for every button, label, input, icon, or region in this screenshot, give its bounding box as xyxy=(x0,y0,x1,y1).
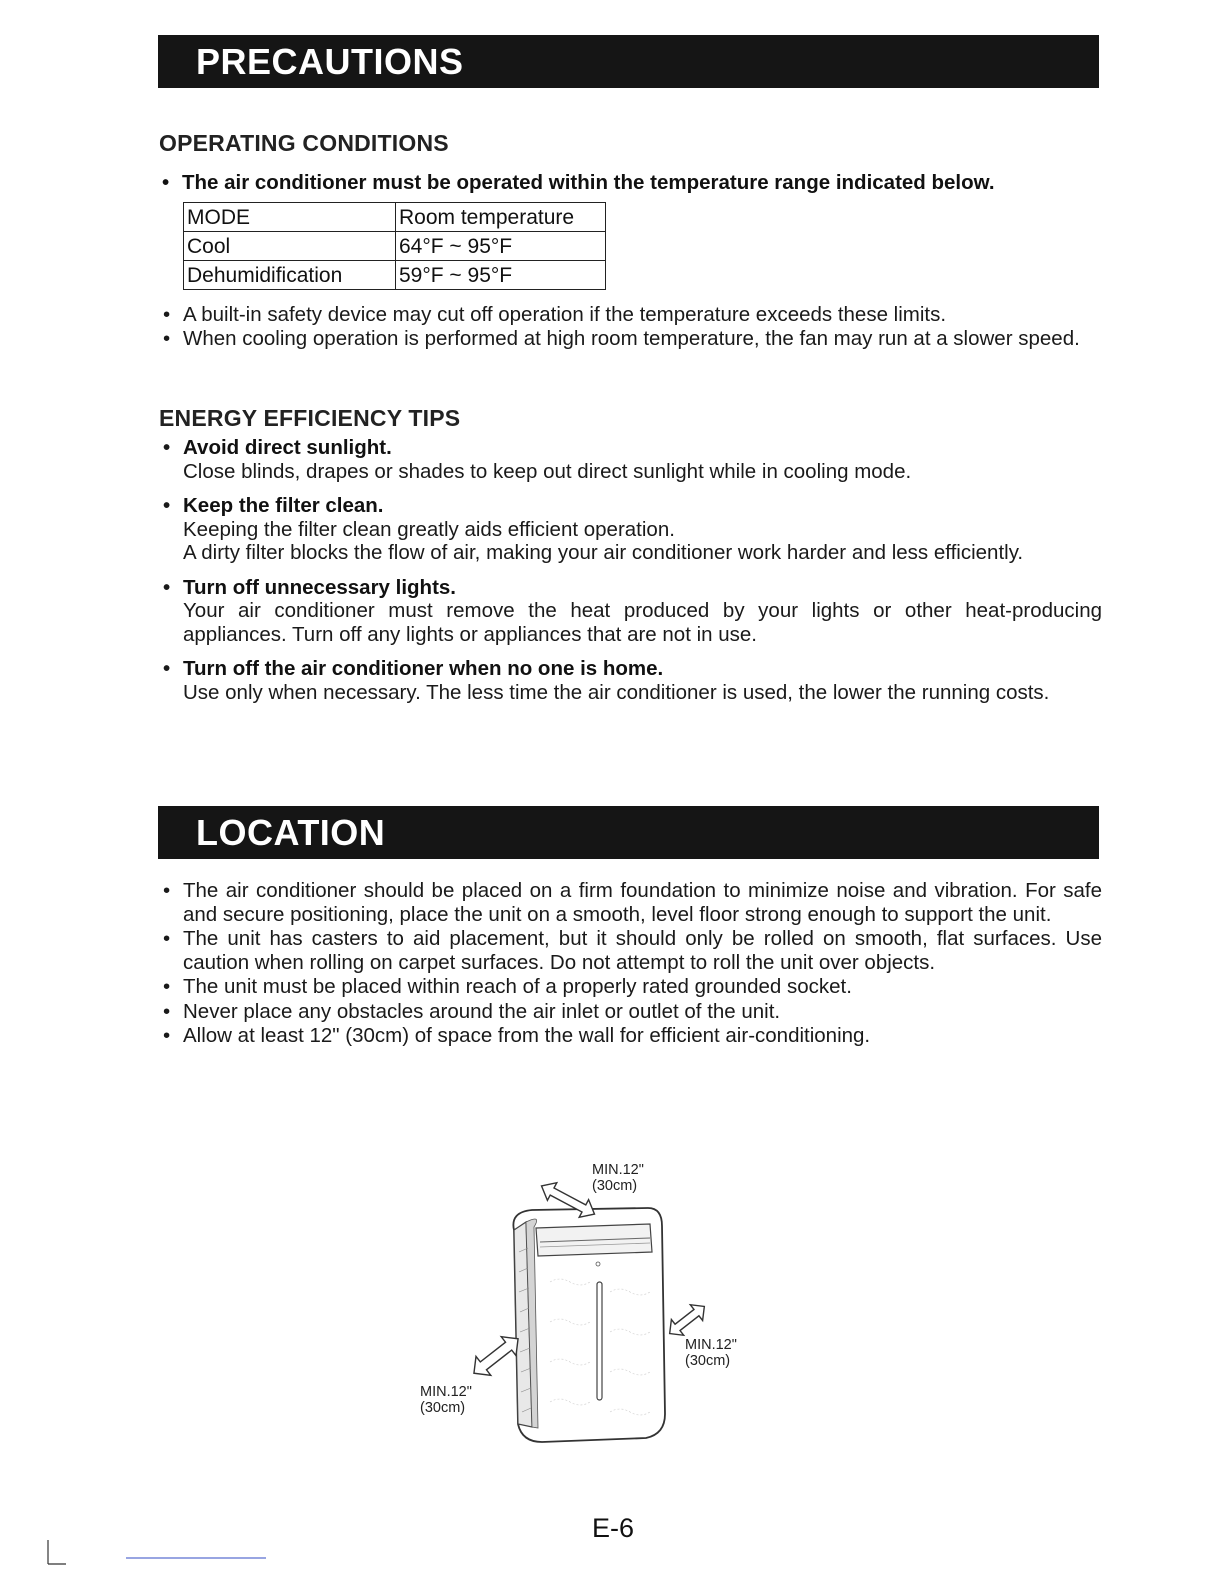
label-line: (30cm) xyxy=(420,1400,466,1416)
note-text: The unit must be placed within reach of a properly rated grounded socket. xyxy=(183,975,852,998)
list-item xyxy=(162,879,1102,926)
top-clearance-label xyxy=(592,1162,644,1194)
tip-body: Your air conditioner must remove the heat produced by your lights or other heat-producing appliances. Turn off any lights or appliances that are not in use. xyxy=(183,599,1102,646)
bullet-marker: • xyxy=(163,1024,171,1047)
note-text: The air conditioner should be placed on a firm foundation to minimize noise and vibration. For safe and secure positioning, place the unit on a smooth, level floor strong enough to support the unit. xyxy=(183,879,1102,926)
list-item xyxy=(162,327,1102,351)
table-header-room-temperature: Room temperature xyxy=(396,203,606,232)
note-text: Never place any obstacles around the air inlet or outlet of the unit. xyxy=(183,999,781,1023)
table-cell-temperature: 64°F ~ 95°F xyxy=(396,232,606,261)
location-title: LOCATION xyxy=(196,812,386,853)
list-item xyxy=(162,303,1102,327)
energy-efficiency-heading: ENERGY EFFICIENCY TIPS xyxy=(159,405,461,431)
table-cell-mode: Cool xyxy=(184,232,396,261)
tip-body: Keeping the filter clean greatly aids efficient operation. xyxy=(183,517,675,541)
right-clearance-label xyxy=(685,1337,737,1369)
bullet-marker: • xyxy=(163,575,171,599)
operating-notes-list xyxy=(162,303,1102,350)
lead-text: The air conditioner must be operated within the temperature range indicated below. xyxy=(182,171,995,194)
label-line: MIN.12" xyxy=(685,1337,737,1353)
list-item xyxy=(162,927,1102,974)
bullet-marker: • xyxy=(163,303,171,326)
right-clearance-arrow-icon xyxy=(664,1299,711,1342)
operating-conditions-lead xyxy=(162,171,1102,195)
list-item xyxy=(162,975,1102,999)
bullet-marker: • xyxy=(163,879,171,902)
list-item xyxy=(162,1000,1102,1024)
tip-title: Keep the filter clean. xyxy=(183,494,384,517)
table-row xyxy=(184,232,606,261)
label-line: (30cm) xyxy=(592,1178,638,1194)
precautions-banner xyxy=(158,35,1099,88)
clearance-diagram xyxy=(410,1152,770,1452)
corner-crop-mark xyxy=(40,1540,280,1570)
note-text: Allow at least 12" (30cm) of space from the wall for efficient air-conditioning. xyxy=(183,1024,871,1047)
list-item xyxy=(162,436,1102,483)
list-item xyxy=(162,494,1102,565)
bullet-marker: • xyxy=(163,657,171,680)
tip-body: Close blinds, drapes or shades to keep out direct sunlight while in cooling mode. xyxy=(183,459,912,483)
label-line: MIN.12" xyxy=(592,1162,644,1178)
tip-title: Turn off the air conditioner when no one is home. xyxy=(183,657,664,680)
tip-title: Avoid direct sunlight. xyxy=(183,436,392,459)
precautions-title: PRECAUTIONS xyxy=(196,41,464,82)
operating-conditions-heading: OPERATING CONDITIONS xyxy=(159,130,449,156)
location-notes-list xyxy=(162,879,1102,1049)
energy-tips-list xyxy=(162,436,1102,715)
bullet-marker: • xyxy=(162,171,170,194)
tip-title: Turn off unnecessary lights. xyxy=(183,575,456,599)
tip-body: A dirty filter blocks the flow of air, making your air conditioner work harder and less efficiently. xyxy=(183,541,1024,564)
table-cell-mode: Dehumidification xyxy=(184,261,396,290)
table-header-row xyxy=(184,203,606,232)
table-cell-temperature: 59°F ~ 95°F xyxy=(396,261,606,290)
bullet-marker: • xyxy=(163,326,171,350)
note-text: The unit has casters to aid placement, but it should only be rolled on smooth, flat surfaces. Use caution when rolling on carpet surfaces. Do not attempt to roll the unit over objects. xyxy=(183,927,1102,974)
table-row xyxy=(184,261,606,290)
tip-body: Use only when necessary. The less time the air conditioner is used, the lower the running costs. xyxy=(183,680,1050,704)
bullet-marker: • xyxy=(163,927,171,950)
note-text: When cooling operation is performed at high room temperature, the fan may run at a slower speed. xyxy=(183,326,1080,350)
left-clearance-label xyxy=(420,1384,472,1416)
list-item xyxy=(162,657,1102,704)
bullet-marker: • xyxy=(163,436,171,459)
list-item xyxy=(162,576,1102,647)
table-header-mode: MODE xyxy=(184,203,396,232)
temperature-range-table xyxy=(183,202,606,290)
bullet-marker: • xyxy=(163,999,171,1023)
page-number: E-6 xyxy=(592,1513,635,1543)
location-banner xyxy=(158,806,1099,859)
bullet-marker: • xyxy=(163,975,171,998)
list-item xyxy=(162,1024,1102,1048)
label-line: MIN.12" xyxy=(420,1384,472,1400)
note-text: A built-in safety device may cut off operation if the temperature exceeds these limits. xyxy=(183,303,947,326)
label-line: (30cm) xyxy=(685,1353,731,1369)
bullet-marker: • xyxy=(163,494,171,517)
